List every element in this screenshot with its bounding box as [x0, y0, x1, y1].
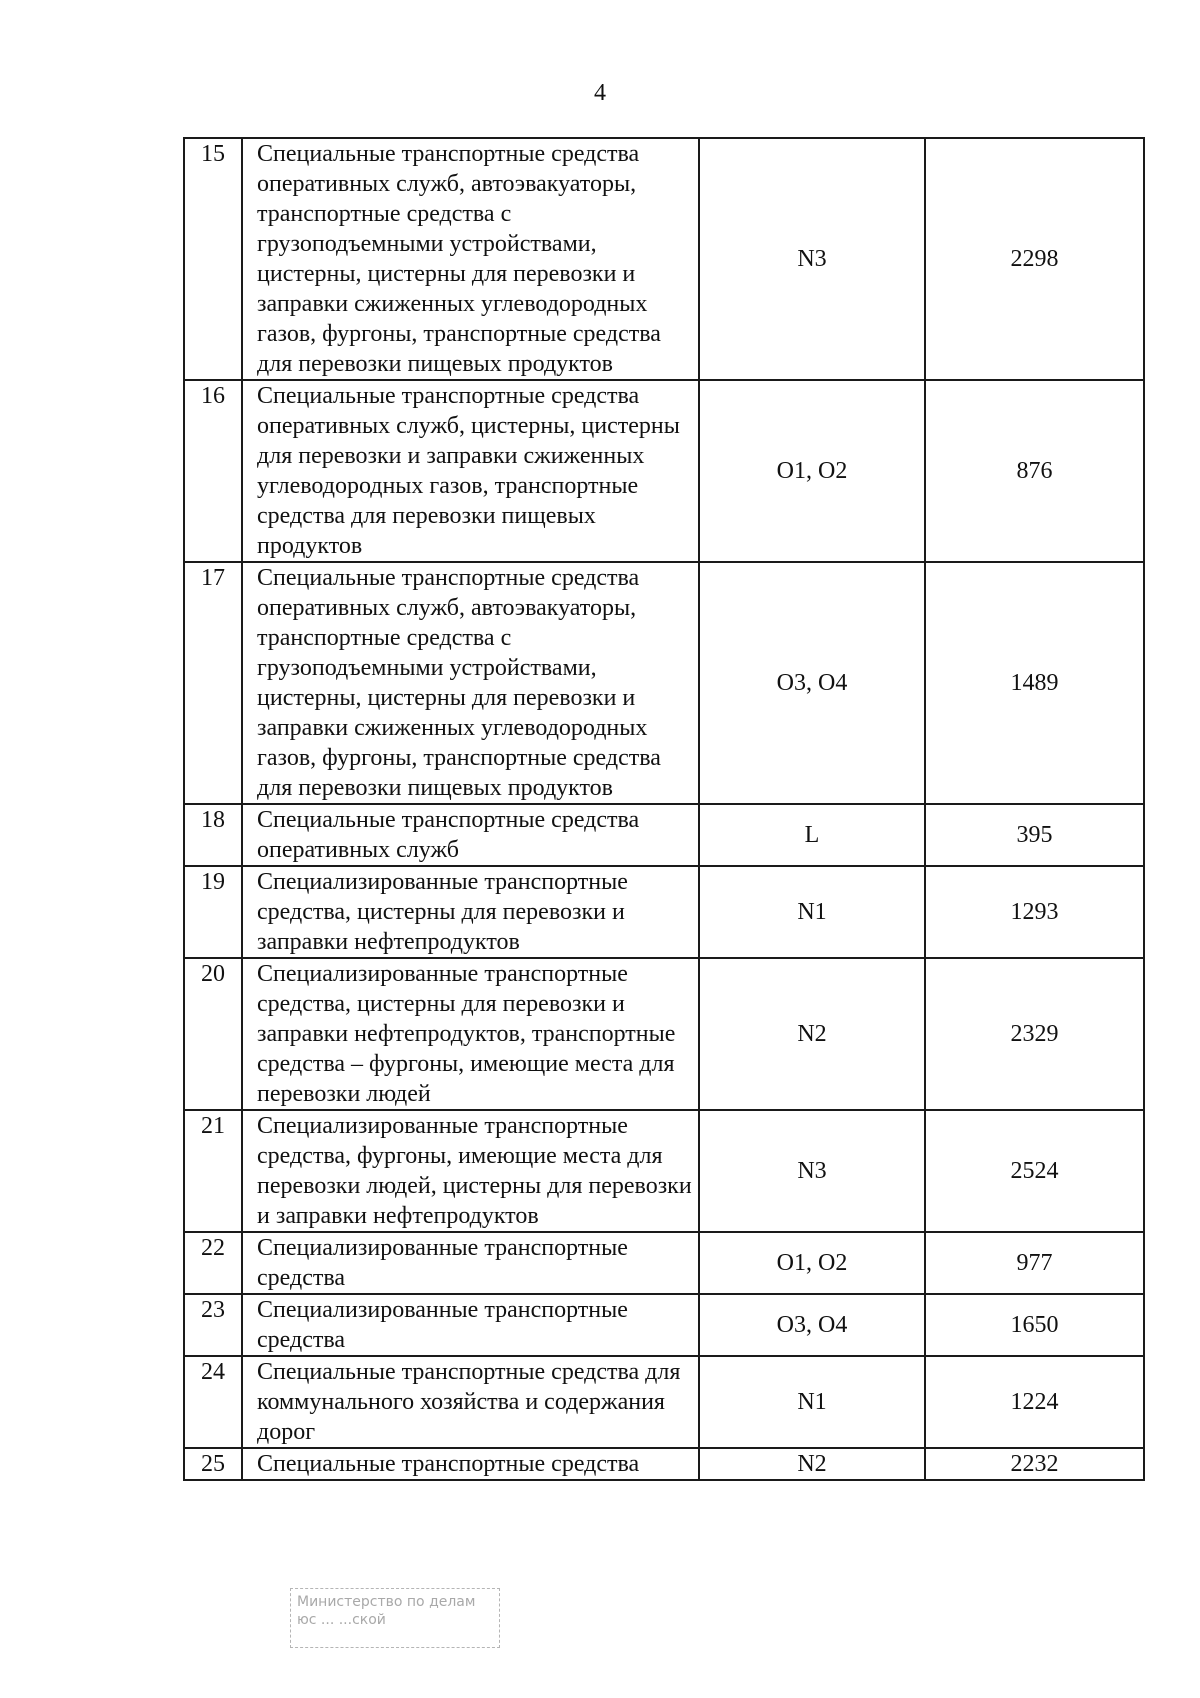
- table-row: [184, 1356, 1144, 1448]
- row-description: Специальные транспортные средства для коммунального хозяйства и содержания дорог: [242, 1356, 699, 1448]
- row-category: L: [699, 804, 925, 866]
- table-row: [184, 1110, 1144, 1232]
- row-value: 2329: [925, 958, 1144, 1110]
- row-value: 977: [925, 1232, 1144, 1294]
- row-number: 20: [184, 958, 242, 1110]
- row-value: 1293: [925, 866, 1144, 958]
- table-row: [184, 804, 1144, 866]
- row-number: 21: [184, 1110, 242, 1232]
- table-row: [184, 1448, 1144, 1480]
- row-description: Специализированные транспортные средства, цистерны для перевозки и заправки нефтепродуктов: [242, 866, 699, 958]
- table-row: [184, 562, 1144, 804]
- row-value: 1224: [925, 1356, 1144, 1448]
- row-description: Специальные транспортные средства оперативных служб, цистерны, цистерны для перевозки и заправки сжиженных углеводородных газов, транспортные средства для перевозки пищевых продуктов: [242, 380, 699, 562]
- row-value: 876: [925, 380, 1144, 562]
- row-description: Специализированные транспортные средства: [242, 1232, 699, 1294]
- registration-stamp: [290, 1588, 500, 1648]
- row-number: 16: [184, 380, 242, 562]
- row-number: 22: [184, 1232, 242, 1294]
- table-row: [184, 380, 1144, 562]
- row-category: N3: [699, 1110, 925, 1232]
- row-description: Специальные транспортные средства оперативных служб, автоэвакуаторы, транспортные средства с грузоподъемными устройствами, цистерны, цистерны для перевозки и заправки сжиженных углеводородных газов, фургоны, транспортные средства для перевозки пищевых продуктов: [242, 138, 699, 380]
- row-value: 2524: [925, 1110, 1144, 1232]
- row-value: 1650: [925, 1294, 1144, 1356]
- row-value: 2298: [925, 138, 1144, 380]
- row-value: 2232: [925, 1448, 1144, 1480]
- row-category: O1, O2: [699, 1232, 925, 1294]
- page-number: 4: [594, 80, 606, 106]
- table-row: [184, 866, 1144, 958]
- row-category: N3: [699, 138, 925, 380]
- row-category: N1: [699, 1356, 925, 1448]
- stamp-line: юс ... ...ской: [297, 1612, 386, 1628]
- row-number: 24: [184, 1356, 242, 1448]
- row-description: Специализированные транспортные средства, цистерны для перевозки и заправки нефтепродуктов, транспортные средства – фургоны, имеющие места для перевозки людей: [242, 958, 699, 1110]
- row-number: 19: [184, 866, 242, 958]
- row-description: Специальные транспортные средства: [242, 1448, 699, 1480]
- row-value: 395: [925, 804, 1144, 866]
- row-category: O3, O4: [699, 562, 925, 804]
- row-number: 17: [184, 562, 242, 804]
- table-row: [184, 1294, 1144, 1356]
- row-number: 25: [184, 1448, 242, 1480]
- row-category: O1, O2: [699, 380, 925, 562]
- row-category: N2: [699, 958, 925, 1110]
- row-description: Специальные транспортные средства оперативных служб: [242, 804, 699, 866]
- table-row: [184, 1232, 1144, 1294]
- row-description: Специализированные транспортные средства, фургоны, имеющие места для перевозки людей, цистерны для перевозки и заправки нефтепродуктов: [242, 1110, 699, 1232]
- row-category: N2: [699, 1448, 925, 1480]
- stamp-line: Министерство по делам: [297, 1594, 476, 1610]
- row-description: Специализированные транспортные средства: [242, 1294, 699, 1356]
- table-row: [184, 958, 1144, 1110]
- table-body: [184, 138, 1144, 1480]
- row-category: O3, O4: [699, 1294, 925, 1356]
- row-number: 18: [184, 804, 242, 866]
- row-value: 1489: [925, 562, 1144, 804]
- row-description: Специальные транспортные средства оперативных служб, автоэвакуаторы, транспортные средства с грузоподъемными устройствами, цистерны, цистерны для перевозки и заправки сжиженных углеводородных газов, фургоны, транспортные средства для перевозки пищевых продуктов: [242, 562, 699, 804]
- row-number: 23: [184, 1294, 242, 1356]
- vehicle-category-table: [183, 137, 1145, 1481]
- row-category: N1: [699, 866, 925, 958]
- table-row: [184, 138, 1144, 380]
- row-number: 15: [184, 138, 242, 380]
